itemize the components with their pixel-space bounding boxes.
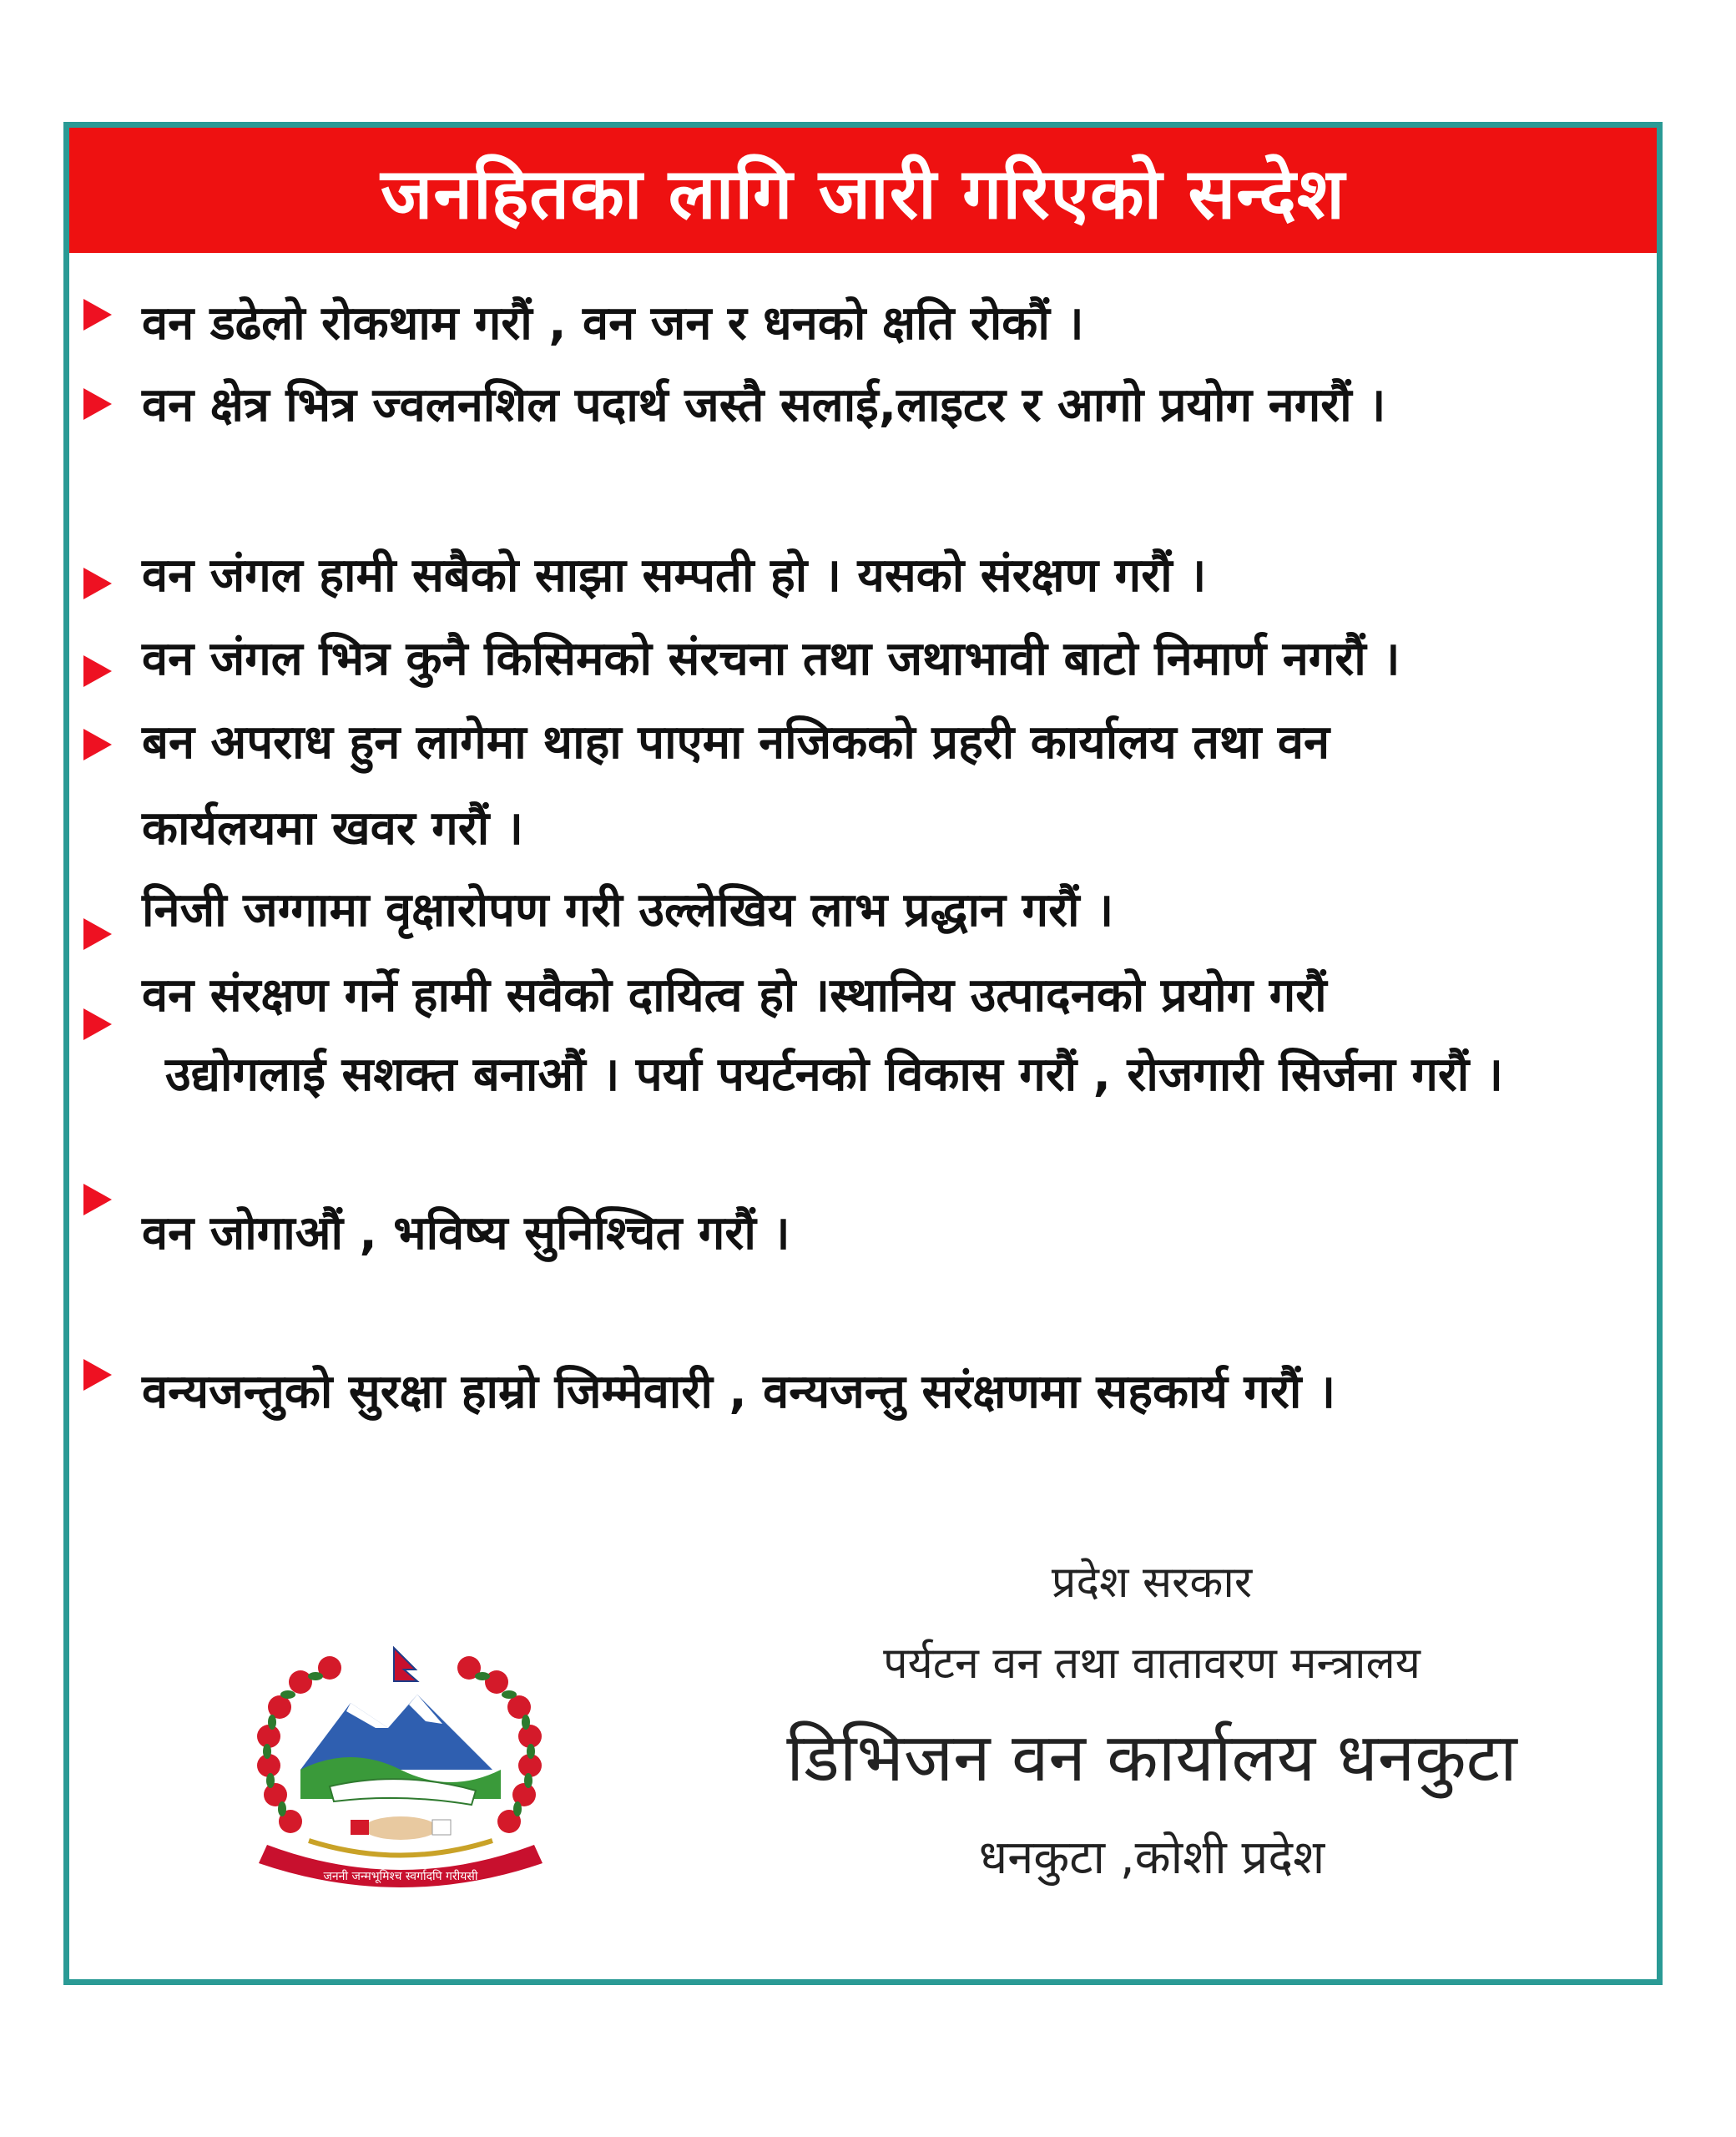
bullet-icon (83, 1008, 112, 1040)
bullet-icon (83, 1184, 112, 1215)
message-line: उद्योगलाई सशक्त बनाऔं । पर्या पयर्टनको विकास गरौं , रोजगारी सिर्जना गरौं । (165, 1048, 1503, 1102)
footer-office: डिभिजन वन कार्यालय धनकुटा (786, 1719, 1517, 1796)
message-line: वन डढेलो रोकथाम गरौं , वन जन र धनको क्षति रोकौं । (142, 296, 1084, 351)
message-line: वन जंगल भित्र कुनै किसिमको संरचना तथा जथाभावी बाटो निमार्ण नगरौं । (142, 632, 1400, 686)
message-line: बन अपराध हुन लागेमा थाहा पाएमा नजिकको प्रहरी कार्यालय तथा वन (142, 715, 1330, 770)
footer-ministry: पर्यटन वन तथा वातावरण मन्त्रालय (883, 1639, 1421, 1689)
message-line: वन संरक्षण गर्ने हामी सवैको दायित्व हो ।स्थानिय उत्पादनको प्रयोग गरौं (142, 968, 1327, 1023)
emblem-motto: जननी जन्मभूमिश्च स्वर्गादपि गरीयसी (323, 1870, 478, 1883)
bullet-icon (83, 299, 112, 331)
bullet-icon (83, 388, 112, 420)
page-title-banner (69, 128, 1657, 253)
message-line: वन जोगाऔं , भविष्य सुनिश्चित गरौं । (142, 1206, 790, 1260)
message-line: निजी जग्गामा वृक्षारोपण गरी उल्लेखिय लाभ प्रद्धान गरौं । (142, 883, 1114, 937)
footer-government: प्रदेश सरकार (1051, 1558, 1253, 1608)
bullet-icon (83, 729, 112, 760)
message-line: वन जंगल हामी सबैको साझा सम्पती हो । यसको संरक्षण गरौं । (142, 548, 1207, 603)
message-line: वन्यजन्तुको सुरक्षा हाम्रो जिम्मेवारी , वन्यजन्तु सरंक्षणमा सहकार्य गरौं । (142, 1365, 1336, 1419)
message-line: कार्यलयमा खवर गरौं । (142, 801, 523, 856)
bullet-icon (83, 568, 112, 599)
bullet-icon (83, 1359, 112, 1391)
nepal-coat-of-arms-icon (250, 1644, 568, 1895)
footer-location: धनकुटा ,कोशी प्रदेश (978, 1831, 1325, 1885)
message-line: वन क्षेत्र भित्र ज्वलनशिल पदार्थ जस्तै सलाई,लाइटर र आगो प्रयोग नगरौं । (142, 378, 1386, 432)
bullet-icon (83, 655, 112, 687)
bullet-icon (83, 918, 112, 950)
page-title: जनहितका लागि जारी गरिएको सन्देश (381, 152, 1345, 235)
